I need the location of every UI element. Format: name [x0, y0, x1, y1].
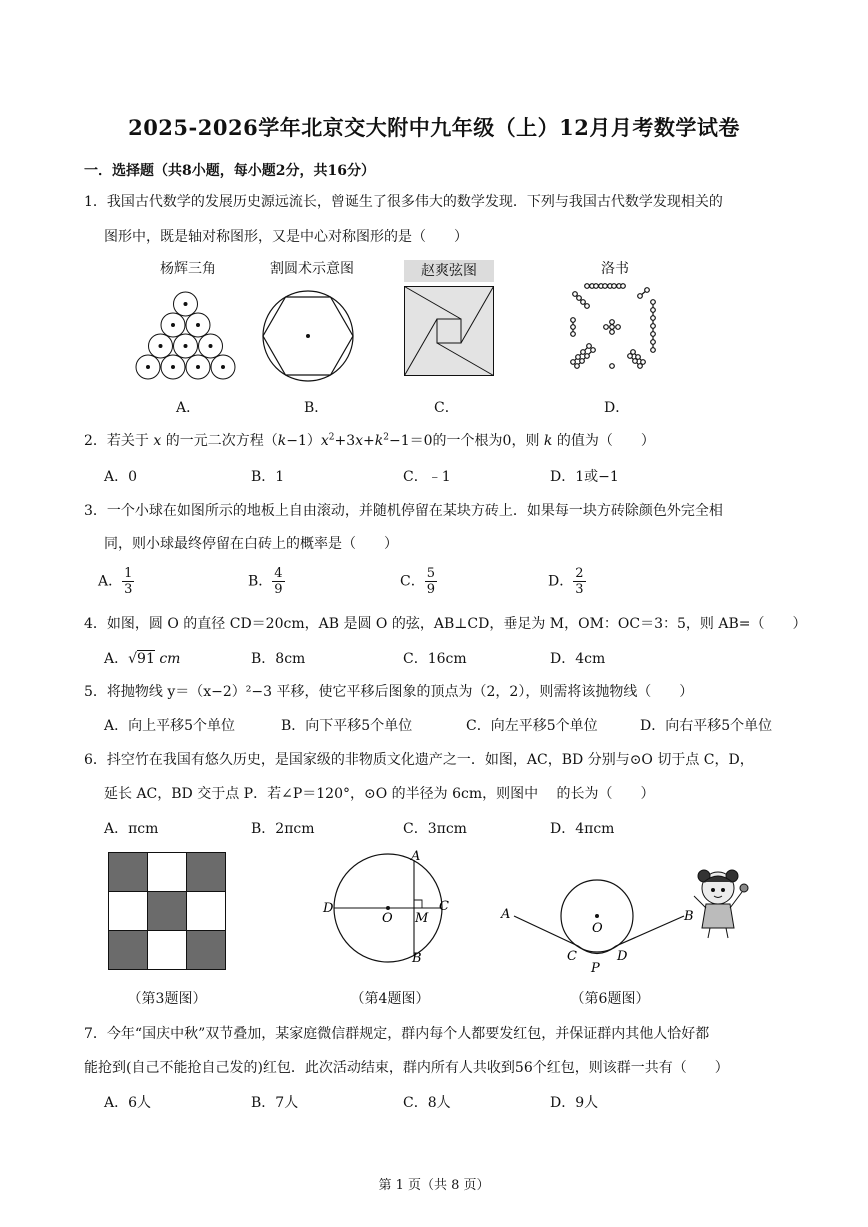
fig4-caption: （第4题图）	[350, 991, 430, 1007]
q6-line2: 延长 AC，BD 交于点 P．若∠P＝120°，⊙O 的半径为 6cm，则图中 的长为（ ）	[104, 786, 655, 802]
q6-option-c: C．3πcm	[403, 821, 467, 837]
fig-zhaoshuang-label: 赵爽弦图	[404, 260, 494, 282]
fig6-label-a: A	[501, 907, 511, 922]
q6-option-b: B．2πcm	[251, 821, 315, 837]
q3-line2: 同，则小球最终停留在白砖上的概率是（ ）	[104, 536, 398, 552]
q7-option-d: D．9人	[550, 1095, 599, 1111]
fig4-label-m: M	[415, 911, 429, 926]
tile-grid-figure	[108, 852, 226, 970]
fig-geyuan-label: 割圆术示意图	[270, 261, 354, 277]
yanghui-triangle-figure	[133, 290, 238, 385]
q2-option-d: D．1或−1	[550, 469, 619, 485]
zhaoshuang-figure	[404, 286, 494, 376]
q4-option-d: D．4cm	[550, 651, 606, 667]
fig4-label-d: D	[323, 901, 334, 916]
q4-option-a: A．√91 cm	[104, 651, 181, 667]
fig4-label-a: A	[411, 849, 421, 864]
fig6-label-p: P	[591, 961, 600, 976]
q6-option-d: D．4πcm	[550, 821, 615, 837]
q7-option-b: B．7人	[251, 1095, 299, 1111]
q7-line1: 7．今年“国庆中秋”双节叠加，某家庭微信群规定，群内每个人都要发红包，并保证群内其他人恰好都	[84, 1026, 710, 1042]
q3-option-d: D． $\frac{2}{3}$	[548, 566, 584, 597]
fig4-label-o: O	[382, 911, 393, 926]
fig-yanghui-label: 杨辉三角	[160, 261, 216, 277]
fig6-label-c: C	[567, 949, 577, 964]
fig6-caption: （第6题图）	[570, 991, 650, 1007]
q7-option-c: C．8人	[403, 1095, 451, 1111]
q6-line1: 6．抖空竹在我国有悠久历史，是国家级的非物质文化遗产之一．如图，AC，BD 分别与⊙O 切于点 C，D，	[84, 752, 754, 768]
fig4-label-b: B	[412, 951, 422, 966]
diabolo-figure	[498, 866, 758, 978]
q7-line2: 能抢到(自己不能抢自己发的)红包．此次活动结束，群内所有人共收到56个红包，则该群一共有（ ）	[84, 1060, 729, 1076]
section-heading: 一．选择题（共8小题，每小题2分，共16分）	[84, 163, 375, 179]
geyuan-hexagon-figure	[260, 288, 356, 384]
fig6-label-d: D	[617, 949, 628, 964]
q4-option-b: B．8cm	[251, 651, 306, 667]
q1-option-b: B．	[304, 400, 329, 416]
q5-option-a: A．向上平移5个单位	[104, 718, 236, 734]
luoshu-figure	[565, 282, 665, 374]
q1-option-c: C．	[434, 400, 459, 416]
q3-line1: 3．一个小球在如图所示的地板上自由滚动，并随机停留在某块方砖上．如果每一块方砖除颜色外完全相	[84, 503, 723, 519]
q2-option-a: A．0	[104, 469, 138, 485]
q3-option-c: C． $\frac{5}{9}$	[400, 566, 435, 597]
q4-text: 4．如图，圆 O 的直径 CD＝20cm，AB 是圆 O 的弦，AB⊥CD，垂足为 M，OM：OC＝3：5，则 AB=（ ）	[84, 616, 807, 632]
fig6-label-b: B	[684, 909, 694, 924]
q6-option-a: A．πcm	[104, 821, 159, 837]
q5-option-b: B．向下平移5个单位	[281, 718, 413, 734]
q3-option-b: B． $\frac{4}{9}$	[248, 566, 283, 597]
q5-option-d: D．向右平移5个单位	[640, 718, 773, 734]
q1-line2: 图形中，既是轴对称图形，又是中心对称图形的是（ ）	[104, 229, 468, 245]
q5-option-c: C．向左平移5个单位	[466, 718, 598, 734]
q7-option-a: A．6人	[104, 1095, 152, 1111]
fig-luoshu-label: 洛书	[601, 261, 629, 277]
q2-option-b: B．1	[251, 469, 285, 485]
fig6-label-o: O	[592, 921, 603, 936]
circle-chord-figure	[318, 846, 458, 970]
fig4-label-c: C	[439, 899, 449, 914]
q1-line1: 1．我国古代数学的发展历史源远流长，曾诞生了很多伟大的数学发现．下列与我国古代数学发现相关的	[84, 194, 723, 210]
q2-text: 2．若关于 x 的一元二次方程$(k-1)x^2+3x+k^2-1=0$的一个根为0，则 k 的值为（ ）	[84, 432, 655, 449]
q5-text: 5．将抛物线 y＝（x−2）²−3 平移，使它平移后图象的顶点为（2，2），则需将该抛物线（ ）	[84, 684, 694, 700]
q1-option-d: D．	[604, 400, 630, 416]
q2-option-c: C．﹣1	[403, 469, 451, 485]
q3-option-a: A． $\frac{1}{3}$	[98, 566, 133, 597]
page-title: 2025-2026学年北京交大附中九年级（上）12月月考数学试卷	[128, 115, 740, 140]
cartoon-child-icon	[694, 870, 748, 938]
q1-option-a: A．	[176, 400, 201, 416]
page-footer: 第 1 页（共 8 页）	[378, 1178, 490, 1193]
q4-option-c: C．16cm	[403, 651, 467, 667]
fig3-caption: （第3题图）	[127, 991, 207, 1007]
